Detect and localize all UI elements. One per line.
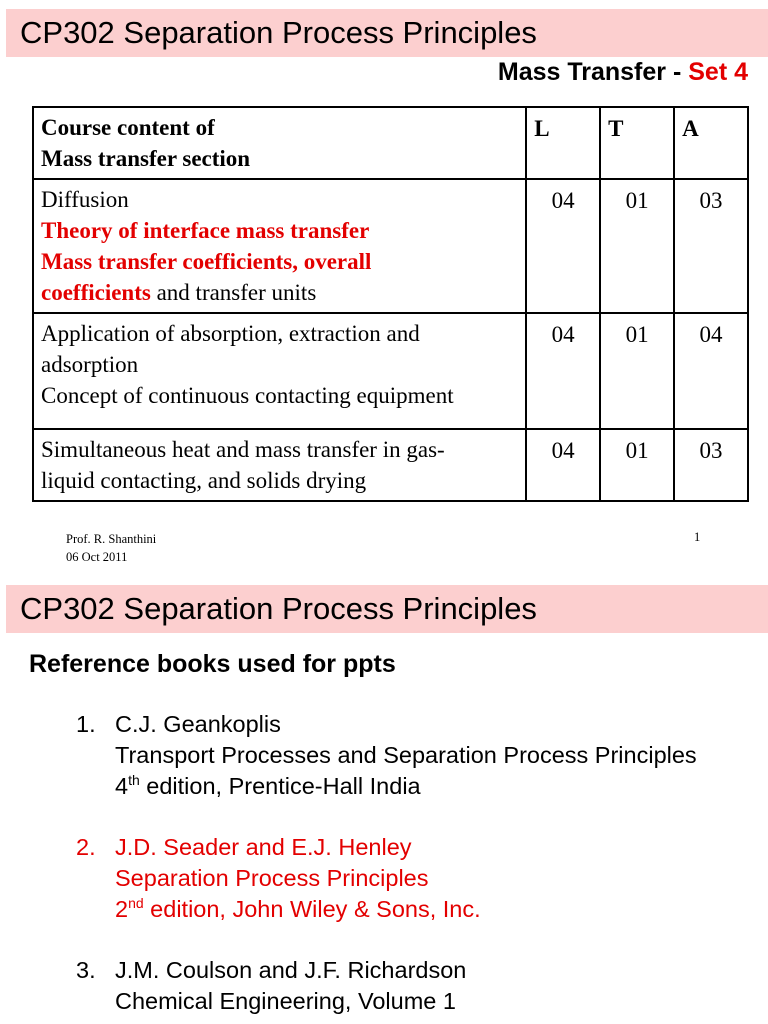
- header-line-1: Course content of: [41, 115, 215, 140]
- row-1-line-3: Mass transfer coefficients, overall: [41, 249, 372, 274]
- table-row: [33, 429, 748, 501]
- header-course-content: [33, 107, 526, 179]
- header-L: L: [526, 107, 600, 179]
- ref-title: Chemical Engineering, Volume 1: [115, 988, 456, 1014]
- table-row: [33, 179, 748, 313]
- header-A: A: [674, 107, 748, 179]
- ref-title: Separation Process Principles: [115, 865, 429, 891]
- row-1-T: 01: [600, 179, 674, 313]
- section-heading: Reference books used for ppts: [29, 650, 396, 678]
- edition-text: edition, John Wiley & Sons, Inc.: [143, 896, 481, 922]
- title-bar: [6, 585, 768, 633]
- row-1-line-4-rest: and transfer units: [150, 280, 317, 305]
- edition-number: 4: [115, 773, 129, 799]
- ref-title: Transport Processes and Separation Process Principles: [115, 742, 697, 768]
- slide-title: CP302 Separation Process Principles: [20, 591, 537, 626]
- edition-suffix: nd: [128, 895, 144, 912]
- row-1-line-2: Theory of interface mass transfer: [41, 218, 370, 243]
- reference-list: [76, 709, 697, 1024]
- edition-text: edition, Prentice-Hall India: [139, 773, 421, 799]
- row-2-T: 01: [600, 313, 674, 429]
- ref-edition: [115, 771, 697, 802]
- row-1-A: 03: [674, 179, 748, 313]
- row-1-L: 04: [526, 179, 600, 313]
- subtitle-main: Mass Transfer -: [497, 58, 689, 86]
- footer-author: Prof. R. Shanthini: [66, 532, 157, 546]
- edition-number: 2: [115, 896, 129, 922]
- header-line-2: Mass transfer section: [41, 146, 251, 171]
- row-2-line-2: adsorption: [41, 352, 139, 377]
- row-1-content: [33, 179, 526, 313]
- ref-authors: J.M. Coulson and J.F. Richardson: [115, 957, 467, 983]
- row-2-line-3: Concept of continuous contacting equipment: [41, 383, 454, 408]
- ref-number: 1.: [76, 711, 96, 737]
- list-item: [76, 955, 697, 1017]
- row-2-content: [33, 313, 526, 429]
- footer-date: 06 Oct 2011: [66, 550, 128, 564]
- ref-authors: J.D. Seader and E.J. Henley: [115, 834, 412, 860]
- row-3-A: 03: [674, 429, 748, 501]
- ref-edition: [115, 894, 697, 925]
- ref-number: 3.: [76, 957, 96, 983]
- ref-number: 2.: [76, 834, 96, 860]
- list-item: [76, 832, 697, 925]
- row-3-content: [33, 429, 526, 501]
- row-2-A: 04: [674, 313, 748, 429]
- row-1-line-4-red: coefficients: [41, 280, 151, 305]
- row-1-line-1: Diffusion: [41, 187, 129, 212]
- header-T: T: [600, 107, 674, 179]
- course-content-table: [32, 106, 749, 502]
- slide-2: [0, 578, 768, 1024]
- slide-subtitle: [498, 58, 748, 87]
- page-number: 1: [694, 530, 701, 544]
- row-3-line-2: liquid contacting, and solids drying: [41, 468, 367, 493]
- subtitle-set: Set 4: [688, 58, 748, 86]
- row-3-L: 04: [526, 429, 600, 501]
- table-header-row: [33, 107, 748, 179]
- slide-footer: [66, 530, 156, 566]
- row-2-line-1: Application of absorption, extraction and: [41, 321, 420, 346]
- ref-authors: C.J. Geankoplis: [115, 711, 281, 737]
- slide-title: CP302 Separation Process Principles: [20, 15, 537, 50]
- row-1-line-4: [41, 277, 518, 308]
- table-row: [33, 313, 748, 429]
- list-item: [76, 709, 697, 802]
- row-3-line-1: Simultaneous heat and mass transfer in gas-: [41, 437, 445, 462]
- edition-suffix: th: [128, 772, 140, 789]
- row-2-L: 04: [526, 313, 600, 429]
- title-bar: [6, 9, 768, 57]
- row-3-T: 01: [600, 429, 674, 501]
